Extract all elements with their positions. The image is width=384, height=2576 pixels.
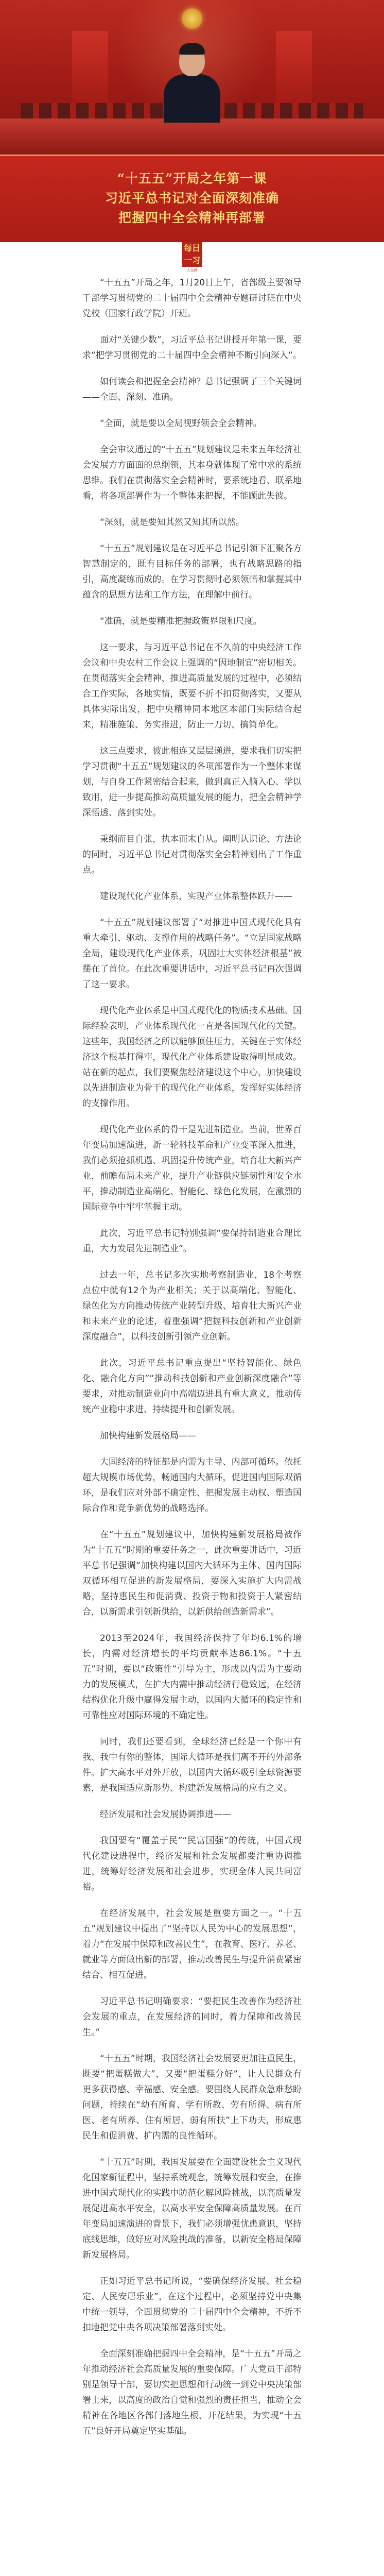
article-paragraph: “十五五”规划建议部署了“对推进中国式现代化具有重大牵引、驱动、支撑作用的战略任务”。“立足国家战略全局，建设现代化产业体系，巩固壮大实体经济根基”被摆在了首位。在此次重要讲话中，习近平总书记再次强调了这一要求。	[82, 918, 302, 990]
article-paragraph: “深刻，就是要知其然又知其所以然。	[100, 517, 245, 528]
article-paragraph: 正如习近平总书记所说，“要确保经济发展、社会稳定、人民安居乐业”，在这个过程中，必须坚持党中央集中统一领导，全面贯彻党的二十届四中全会精神，不折不扣地把党中央各项决策部署落到实处。	[82, 2276, 302, 2333]
article-paragraph: 过去一年，总书记多次实地考察制造业，18个考察点位中就有12个为产业相关；关于以高端化、智能化、绿色化为方向推动传统产业转型升级、培育壮大新兴产业和未来产业的论述，着重强调“把握科技创新和产业创新深度融合”，以科技创新引领产业创新。	[82, 1270, 302, 1342]
brand-logo-box: 每日一习	[182, 242, 202, 267]
article-paragraph: 大国经济的特征都是内需为主导、内部可循环。依托超大规模市场优势，畅通国内大循环，促进国内国际双循环，是我们应对外部不确定性、把握发展主动权、塑造国际合作和竞争新优势的战略选择。	[82, 1457, 302, 1514]
flag-right	[276, 31, 312, 103]
article-paragraph: “十五五”时期，我国发展要在全面建设社会主义现代化国家新征程中，坚持系统观念，统筹发展和安全，在推进中国式现代化的实践中防范化解风险挑战，以高质量发展促进高水平安全，以高水平安全保障高质量发展。在百年变局加速演进的背景下，我们必须增强忧患意识，坚持底线思维，做好应对风险挑战的准备，以新安全格局保障新发展格局。	[82, 2157, 302, 2260]
article-paragraph: “全面，就是要以全局视野领会全会精神。	[100, 418, 262, 429]
hero-banner	[0, 0, 384, 242]
article-paragraph: 全会审议通过的“十五五”规划建议是未来五年经济社会发展方方面面的总纲领，其本身就体现了常中求的系统思维。我们在贯彻落实全会精神时，要系统地看、联系地看，将各项部署作为一个整体来把握，不能顾此失彼。	[82, 445, 302, 501]
article-paragraph: 建设现代化产业体系，实现产业体系整体跃升——	[100, 891, 292, 902]
title-banner	[0, 155, 384, 242]
article-paragraph: 同时，我们还要看到，全球经济已经是一个你中有我、我中有你的整体，国际大循环是我们离不开的外部条件。扩大高水平对外开放，以国内大循环吸引全球资源要素，是我国适应新形势、构建新发展格局的应有之义。	[82, 1737, 302, 1793]
brand-logo-subtext: 大众网	[186, 268, 198, 273]
article-paragraph: “十五五”时期，我国经济社会发展要更加注重民生，既要“把蛋糕做大”，又要“把蛋糕分好”，让人民群众有更多获得感、幸福感、安全感。要围绕人民群众急难愁盼问题，持续在“幼有所育、学有所教、劳有所得、病有所医、老有所养、住有所居、弱有所扶”上下功夫，形成惠民生和促消费、扩内需的良性循环。	[82, 2054, 302, 2141]
article-paragraph: “准确，就是要精准把握政策界限和尺度。	[100, 616, 262, 626]
hero-photo	[0, 0, 384, 155]
article-paragraph: 此次，习近平总书记特别强调“要保持制造业合理比重，大力发展先进制造业”。	[82, 1228, 302, 1254]
article-paragraph: “十五五”开局之年，1月20日上午，省部级主要领导干部学习贯彻党的二十届四中全会精神专题研讨班在中央党校（国家行政学院）开班。	[82, 278, 302, 319]
national-emblem-icon	[182, 8, 202, 29]
flag-left	[72, 31, 108, 103]
article-paragraph: 这三点要求，彼此相连又层层递进，要求我们切实把学习贯彻“十五五”规划建议的各项部署作为一个整体来谋划，与自身工作紧密结合起来，做到真正入脑入心、学以致用，进一步提高推动高质量发展的能力，把全会精神学深悟透、落到实处。	[82, 746, 302, 818]
article-paragraph: 习近平总书记明确要求：“要把民生改善作为经济社会发展的重点，在发展经济的同时，着力保障和改善民生。”	[82, 1996, 302, 2038]
article-paragraph: 经济发展和社会发展协调推进——	[100, 1809, 231, 1820]
article-paragraph: 现代化产业体系的骨干是先进制造业。当前，世界百年变局加速演进，新一轮科技革命和产业变革深入推进，我们必须抢抓机遇、巩固提升传统产业，培育壮大新兴产业，前瞻布局未来产业，提升产业链供应链韧性和安全水平，推动制造业高端化、智能化、绿色化发展，在激烈的国际竞争中牢牢掌握主动。	[82, 1125, 302, 1212]
article-paragraph: 在“十五五”规划建议中，加快构建新发展格局被作为“十五五”时期的重要任务之一，此次重要讲话中，习近平总书记强调“加快构建以国内大循环为主体、国内国际双循环相互促进的新发展格局，要深入实施扩大内需战略，坚持惠民生和促消费、投资于物和投资于人紧密结合，以新需求引领新供给，以新供给创造新需求”。	[82, 1530, 302, 1617]
podium	[0, 118, 384, 155]
article-paragraph: 2013至2024年，我国经济保持了年均6.1%的增长，内需对经济增长的平均贡献率达86.1%。“十五五”时期，要以“政策性”引导为主，形成以内需为主要动力的发展模式，在扩大内需中推动经济行稳致远，在经济结构优化升级中赢得发展主动，以国内大循环的稳定性和可靠性应对国际环境的不确定性。	[82, 1633, 302, 1721]
article-paragraph: 现代化产业体系是中国式现代化的物质技术基础。国际经验表明，产业体系现代化一直是各国现代化的关键。这些年，我国经济之所以能够顶住压力，关键在于实体经济这个根基打得牢，现代化产业体系建设取得明显成效。站在新的起点，我们要聚焦经济建设这个中心，加快建设以先进制造业为骨干的现代化产业体系，发挥好实体经济的支撑作用。	[82, 1006, 302, 1109]
article-paragraph: 秉纲而目自张，执本而末自从。阐明认识论、方法论的同时，习近平总书记对贯彻落实全会精神划出了工作重点。	[82, 834, 302, 875]
brand-logo	[182, 242, 202, 273]
article-paragraph: 全面深刻准确把握四中全会精神，是“十五五”开局之年推动经济社会高质量发展的重要保障。广大党员干部特别是领导干部，要切实把思想和行动统一到党中央决策部署上来，以高度的政治自觉和强烈的责任担当，推动全会精神在各地区各部门落地生根、开花结果，为实现“十五五”良好开局奠定坚实基础。	[82, 2349, 302, 2436]
article-paragraph: 加快构建新发展格局——	[100, 1431, 196, 1441]
article-paragraph: 这一要求，与习近平总书记在不久前的中央经济工作会议和中央农村工作会议上强调的“因地制宜”密切相关。在贯彻落实全会精神、推进高质量发展的过程中，必须结合工作实际，各地实情，既要不折不扣贯彻落实，又要从具体实际出发，把中央精神同本地区本部门实际结合起来，精准施策、务实推进，防止一刀切、搞简单化。	[82, 642, 302, 730]
hero-title-line: 习近平总书记对全面深刻准确	[104, 191, 279, 206]
article-paragraph: 面对“关键少数”，习近平总书记讲授开年第一课，要求“把学习贯彻党的二十届四中全会精神不断引向深入”。	[82, 335, 302, 361]
article-paragraph: 如何读会和把握全会精神？总书记强调了三个关键词——全面、深刻、准确。	[82, 377, 302, 402]
hero-title-line: 把握四中全会精神再部署	[118, 210, 266, 225]
hero-title	[0, 156, 384, 228]
article-body	[0, 242, 384, 2439]
speaker-figure	[164, 45, 220, 123]
article-paragraph: 我国要有“覆盖于民”“民富国强”的传统，中国式现代化建设进程中，经济发展和社会发展都要注重协调推进，统筹好经济发展和社会进步，实现全体人民共同富裕。	[82, 1836, 302, 1892]
hero-title-line: “十五五”开局之年第一课	[117, 171, 267, 186]
article-paragraph: “十五五”规划建议是在习近平总书记引领下汇聚各方智慧制定的，既有目标任务的部署，也有战略思路的指引，高度凝练而成的。在学习贯彻时必须领悟和掌握其中蕴含的思想方法和工作方法，在理解中前行。	[82, 544, 302, 600]
article-paragraph: 此次，习近平总书记重点提出“坚持智能化、绿色化、融合化方向”“推动科技创新和产业创新深度融合”等要求，对推动制造业向中高端迈进具有重大意义，推动传统产业稳中求进、持续提升和创新发展。	[82, 1358, 302, 1415]
article-paragraph: 在经济发展中，社会发展是重要方面之一。“十五五”规划建议中提出了“坚持以人民为中心的发展思想”，着力“在发展中保障和改善民生”，在教育、医疗、养老、就业等方面做出新的部署，推动改善民生与提升消费紧密结合、相互促进。	[82, 1908, 302, 1980]
